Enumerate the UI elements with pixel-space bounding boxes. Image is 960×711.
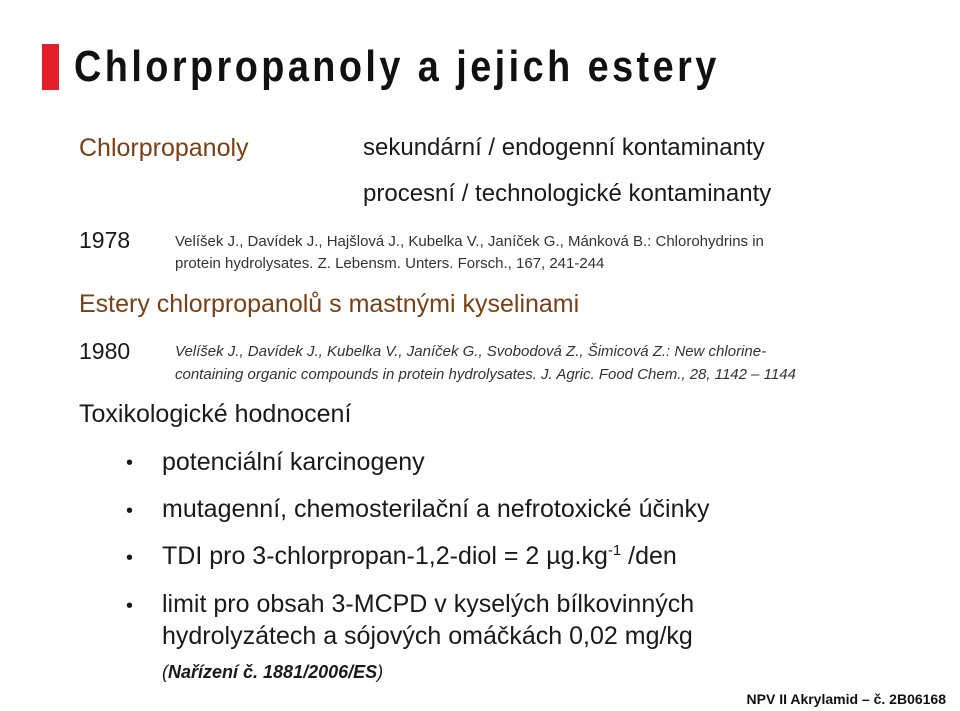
bullet-glyph-4: • — [126, 595, 134, 617]
ref-1980-line-2: containing organic compounds in protein hydrolysates. J. Agric. Food Chem., 28, 1142 – 1144 — [175, 366, 796, 383]
estery-heading: Estery chlorpropanolů s mastnými kyselinami — [79, 290, 580, 318]
regulation-reference — [162, 662, 383, 683]
ref-1978-line-1: Velíšek J., Davídek J., Hajšlová J., Kubelka V., Janíček G., Mánková B.: Chlorohydrins in — [175, 233, 764, 250]
tdi-tail: /den — [621, 542, 677, 570]
bullet-4-line-1: limit pro obsah 3-MCPD v kyselých bílkovinných — [162, 590, 695, 618]
page-title: Chlorpropanoly a jejich estery — [74, 42, 720, 91]
chlorpropanoly-line-1: sekundární / endogenní kontaminanty — [363, 134, 765, 161]
ref-1978-year: 1978 — [79, 227, 131, 253]
bullet-glyph-1: • — [126, 452, 134, 474]
bullet-glyph-2: • — [126, 500, 134, 522]
chlorpropanoly-line-2: procesní / technologické kontaminanty — [363, 180, 772, 207]
regulation-text: Nařízení č. 1881/2006/ES — [168, 662, 378, 682]
ref-1980-line-1: Velíšek J., Davídek J., Kubelka V., Janíček G., Svobodová Z., Šimicová Z.: New chlorine- — [175, 343, 767, 360]
tdi-main: TDI pro 3-chlorpropan-1,2-diol = 2 µg.kg — [162, 542, 608, 570]
ref-1980-year: 1980 — [79, 338, 131, 364]
bullet-3-text — [162, 540, 677, 573]
tox-heading: Toxikologické hodnocení — [79, 400, 352, 428]
footer-project-id: NPV II Akrylamid – č. 2B06168 — [746, 691, 946, 707]
tdi-exponent: -1 — [607, 542, 622, 559]
chlorpropanoly-label: Chlorpropanoly — [79, 134, 249, 162]
bullet-2-text: mutagenní, chemosterilační a nefrotoxické účinky — [162, 495, 710, 523]
bullet-4-line-2: hydrolyzátech a sójových omáčkách 0,02 mg/kg — [162, 622, 693, 650]
ref-1978-line-2: protein hydrolysates. Z. Lebensm. Unters. Forsch., 167, 241-244 — [175, 255, 605, 272]
title-accent-bar — [42, 44, 59, 90]
regulation-open: ( — [162, 662, 168, 682]
regulation-close: ) — [377, 662, 384, 682]
bullet-glyph-3: • — [126, 547, 134, 569]
bullet-1-text: potenciální karcinogeny — [162, 448, 425, 476]
